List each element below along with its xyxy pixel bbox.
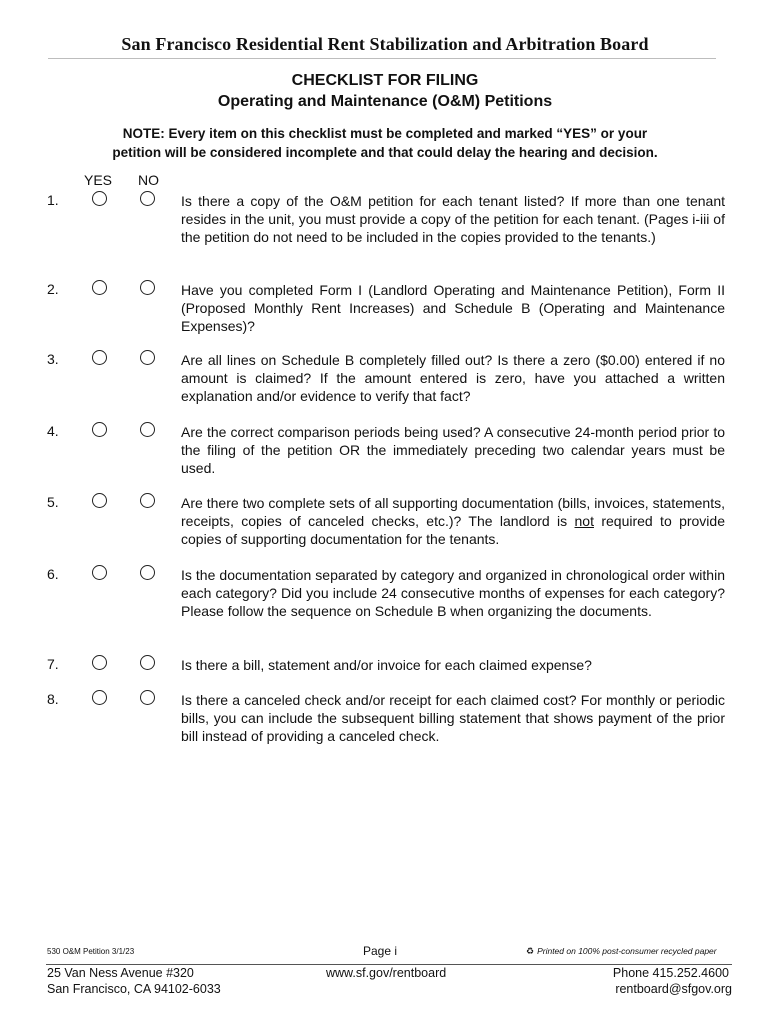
footer-divider bbox=[46, 964, 732, 965]
item-question: Is there a canceled check and/or receipt for each claimed cost? For monthly or periodic bills, you can include the subsequent billing statement that shows payment of the prior bill instead of providing a canceled check. bbox=[181, 692, 725, 744]
note-line-2: petition will be considered incomplete and that could delay the hearing and decision. bbox=[112, 145, 658, 160]
no-radio[interactable] bbox=[140, 191, 155, 206]
recycled-text: Printed on 100% post-consumer recycled paper bbox=[537, 946, 717, 956]
item-question-end: required to provide copies of supporting documentation for the tenants. bbox=[181, 513, 725, 547]
item-number: 4. bbox=[47, 423, 59, 439]
item-question-start: Are there two complete sets of all supporting documentation (bills, invoices, statements, receipts, copies of canceled checks, etc.)? The landlord is bbox=[181, 495, 725, 529]
item-question: Is the documentation separated by category and organized in chronological order within each category? Did you include 24 consecutive months of expenses for each category? Please follow the sequence on Schedule B when organizing the documents. bbox=[181, 567, 725, 619]
yes-radio[interactable] bbox=[92, 493, 107, 508]
column-header-no: NO bbox=[138, 172, 159, 188]
item-number: 6. bbox=[47, 566, 59, 582]
yes-radio[interactable] bbox=[92, 191, 107, 206]
item-number: 7. bbox=[47, 656, 59, 672]
page-number: Page i bbox=[363, 944, 398, 958]
page-subtitle: Operating and Maintenance (O&M) Petitions bbox=[217, 93, 553, 110]
no-radio[interactable] bbox=[140, 655, 155, 670]
item-number: 1. bbox=[47, 192, 59, 208]
yes-radio[interactable] bbox=[92, 655, 107, 670]
no-radio[interactable] bbox=[140, 565, 155, 580]
page-title: CHECKLIST FOR FILING bbox=[291, 72, 479, 89]
phone-number: Phone 415.252.4600 bbox=[612, 966, 729, 980]
recycle-icon: ♻ bbox=[526, 946, 535, 956]
note bbox=[70, 124, 700, 162]
no-radio[interactable] bbox=[140, 350, 155, 365]
item-question bbox=[181, 494, 725, 548]
no-radio[interactable] bbox=[140, 280, 155, 295]
item-question: Are the correct comparison periods being used? A consecutive 24-month period prior to the filing of the petition OR the immediately preceding two calendar years must be used. bbox=[181, 424, 725, 476]
address-line-1: 25 Van Ness Avenue #320 bbox=[47, 966, 194, 980]
no-radio[interactable] bbox=[140, 493, 155, 508]
yes-radio[interactable] bbox=[92, 565, 107, 580]
no-radio[interactable] bbox=[140, 422, 155, 437]
item-number: 2. bbox=[47, 281, 59, 297]
no-radio[interactable] bbox=[140, 690, 155, 705]
item-number: 8. bbox=[47, 691, 59, 707]
recycled-note bbox=[526, 946, 717, 957]
org-header: San Francisco Residential Rent Stabilization and Arbitration Board bbox=[121, 34, 649, 54]
column-header-yes: YES bbox=[84, 172, 113, 188]
yes-radio[interactable] bbox=[92, 422, 107, 437]
item-question: Is there a bill, statement and/or invoice for each claimed expense? bbox=[181, 657, 592, 673]
yes-radio[interactable] bbox=[92, 690, 107, 705]
header-divider bbox=[48, 58, 716, 59]
address-line-2: San Francisco, CA 94102-6033 bbox=[47, 982, 221, 996]
item-question: Is there a copy of the O&M petition for each tenant listed? If more than one tenant resides in the unit, you must provide a copy of the petition for each tenant. (Pages i-iii of the petition do not need to be included in the copies provided to the tenants.) bbox=[181, 193, 725, 245]
yes-radio[interactable] bbox=[92, 280, 107, 295]
item-question: Have you completed Form I (Landlord Operating and Maintenance Petition), Form II (Proposed Monthly Rent Increases) and Schedule B (Operating and Maintenance Expenses)? bbox=[181, 282, 725, 334]
email-link[interactable]: rentboard@sfgov.org bbox=[615, 982, 732, 996]
note-line-1: NOTE: Every item on this checklist must be completed and marked “YES” or your bbox=[122, 126, 648, 141]
item-question-emphasis: not bbox=[574, 513, 594, 529]
yes-radio[interactable] bbox=[92, 350, 107, 365]
website-link[interactable]: www.sf.gov/rentboard bbox=[326, 966, 447, 980]
item-question: Are all lines on Schedule B completely filled out? Is there a zero ($0.00) entered if no amount is claimed? If the amount entered is zero, have you attached a written explanation and/or evidence to verify that fact? bbox=[181, 352, 725, 404]
item-number: 3. bbox=[47, 351, 59, 367]
item-number: 5. bbox=[47, 494, 59, 510]
form-id: 530 O&M Petition 3/1/23 bbox=[47, 947, 135, 956]
